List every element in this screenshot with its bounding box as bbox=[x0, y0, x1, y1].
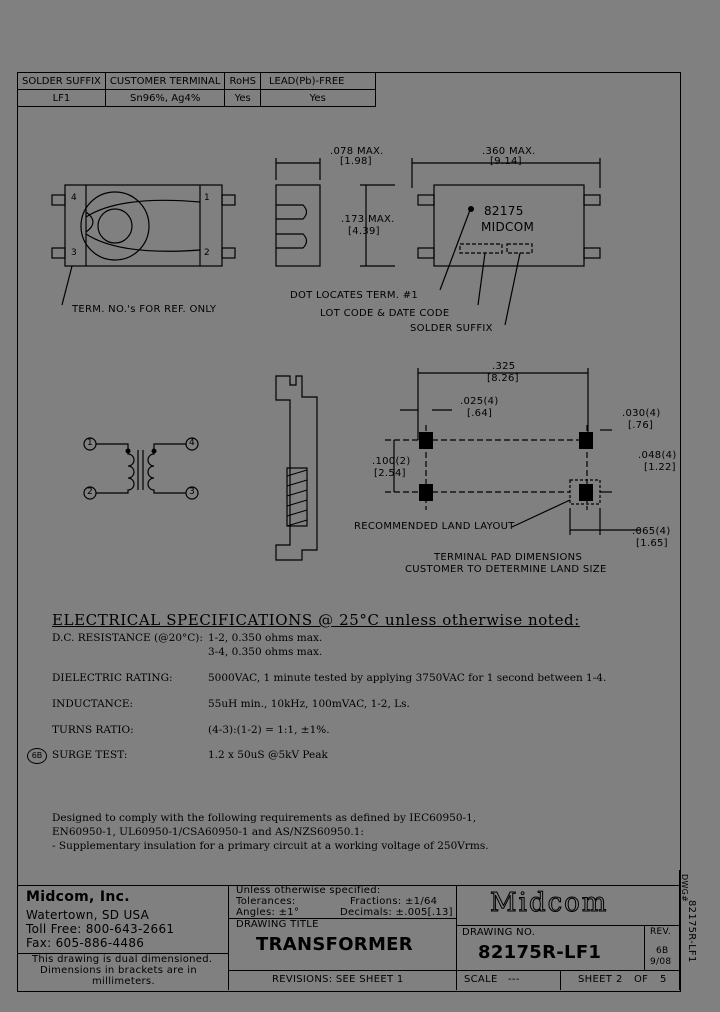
drawing-title-label: DRAWING TITLE bbox=[236, 919, 319, 930]
drawing-number: 82175R-LF1 bbox=[478, 942, 602, 963]
schematic-pin: 1 bbox=[87, 438, 94, 448]
table-header: SOLDER SUFFIX bbox=[18, 73, 106, 90]
table-header: RoHS bbox=[225, 73, 260, 90]
land-pad bbox=[419, 484, 433, 501]
callout-pad-dim-note: CUSTOMER TO DETERMINE LAND SIZE bbox=[405, 564, 607, 575]
dwg-side-number: 82175R-LF1 bbox=[686, 900, 697, 963]
sheet-value: 2 bbox=[616, 974, 623, 985]
spec-label: D.C. RESISTANCE (@20°C): bbox=[52, 632, 203, 644]
company-name: Midcom, Inc. bbox=[26, 889, 130, 905]
spec-value: 5000VAC, 1 minute tested by applying 3750VAC for 1 second between 1-4. bbox=[208, 672, 607, 684]
company-city: Watertown, SD USA bbox=[26, 908, 150, 922]
dimension-label: .100(2) bbox=[372, 456, 411, 467]
dimension-label: .030(4) bbox=[622, 408, 661, 419]
schematic-pin: 4 bbox=[189, 438, 196, 448]
land-pad bbox=[579, 484, 593, 501]
spec-value: 1.2 x 50uS @5kV Peak bbox=[208, 749, 328, 761]
callout-dot: DOT LOCATES TERM. #1 bbox=[290, 290, 419, 301]
drawing-no-label: DRAWING NO. bbox=[462, 927, 536, 938]
dimension-label: .173 MAX. bbox=[341, 214, 395, 225]
dimension-label: .065(4) bbox=[632, 526, 671, 537]
title-block-divider bbox=[456, 885, 457, 990]
dimension-label: .025(4) bbox=[460, 396, 499, 407]
part-number-marking: 82175 bbox=[484, 204, 524, 218]
dual-dimension-note: Dimensions in brackets are in bbox=[40, 965, 197, 976]
dimension-label: [8.26] bbox=[487, 373, 519, 384]
pin-label: 1 bbox=[204, 193, 211, 203]
title-block-divider bbox=[644, 925, 645, 970]
sheets-value: 5 bbox=[660, 974, 667, 985]
dimension-label: [.64] bbox=[467, 408, 493, 419]
scale-value: --- bbox=[508, 974, 520, 985]
tolerance-decimals: Decimals: ±.005[.13] bbox=[340, 907, 453, 918]
scale-label: SCALE bbox=[464, 974, 498, 985]
title-block-divider bbox=[228, 970, 679, 971]
table-header: LEAD(Pb)-FREE bbox=[260, 73, 375, 90]
spec-value: 55uH min., 10kHz, 100mVAC, 1-2, Ls. bbox=[208, 698, 410, 710]
callout-solder: SOLDER SUFFIX bbox=[410, 323, 493, 334]
dimension-label: [.76] bbox=[628, 420, 654, 431]
compliance-line: Designed to comply with the following requirements as defined by IEC60950-1, bbox=[52, 812, 477, 824]
pin-label: 4 bbox=[71, 193, 78, 203]
dimension-label: [2.54] bbox=[374, 468, 406, 479]
of-label: OF bbox=[634, 974, 649, 985]
tolerance-label: Tolerances: bbox=[236, 896, 296, 907]
dwg-side-label: DWG# bbox=[680, 874, 689, 903]
pin1-dot bbox=[468, 206, 474, 212]
land-pad bbox=[579, 432, 593, 449]
spec-label: INDUCTANCE: bbox=[52, 698, 134, 710]
land-layout bbox=[385, 368, 640, 535]
profile-view bbox=[276, 376, 317, 560]
company-tollfree: Toll Free: 800-643-2661 bbox=[26, 922, 175, 936]
callout-lot: LOT CODE & DATE CODE bbox=[320, 308, 450, 319]
callout-pad-dim: TERMINAL PAD DIMENSIONS bbox=[434, 552, 583, 563]
dimension-label: [1.98] bbox=[340, 156, 372, 167]
title-block-divider bbox=[456, 925, 679, 926]
table-header: CUSTOMER TERMINAL bbox=[105, 73, 225, 90]
callout-land: RECOMMENDED LAND LAYOUT bbox=[354, 521, 515, 532]
spec-label: TURNS RATIO: bbox=[52, 724, 134, 736]
title-block-divider bbox=[228, 885, 229, 990]
revision-marker: 6B bbox=[27, 748, 47, 764]
table-cell: Yes bbox=[225, 90, 260, 107]
dual-dimension-note: This drawing is dual dimensioned. bbox=[32, 954, 213, 965]
company-fax: Fax: 605-886-4486 bbox=[26, 936, 145, 950]
sheet-label: SHEET bbox=[578, 974, 613, 985]
spec-label: SURGE TEST: bbox=[52, 749, 128, 761]
table-cell: Sn96%, Ag4% bbox=[105, 90, 225, 107]
dimension-label: .078 MAX. bbox=[330, 146, 384, 157]
dual-dimension-note: millimeters. bbox=[92, 976, 155, 987]
schematic bbox=[84, 438, 198, 499]
pin-label: 2 bbox=[204, 248, 211, 258]
rev-value: 6B bbox=[656, 946, 669, 956]
callout-term-ref: TERM. NO.'s FOR REF. ONLY bbox=[72, 304, 217, 315]
schematic-pin: 3 bbox=[189, 487, 196, 497]
bottom-view bbox=[52, 185, 235, 305]
rev-label: REV. bbox=[650, 927, 671, 937]
title-block-divider bbox=[560, 970, 561, 990]
tolerance-fractions: Fractions: ±1/64 bbox=[350, 896, 438, 907]
dimension-label: .360 MAX. bbox=[482, 146, 536, 157]
revisions-note: REVISIONS: SEE SHEET 1 bbox=[272, 974, 404, 985]
spec-value: 3-4, 0.350 ohms max. bbox=[208, 646, 323, 658]
compliance-line: - Supplementary insulation for a primary circuit at a working voltage of 250Vrms. bbox=[52, 840, 489, 852]
spec-label: DIELECTRIC RATING: bbox=[52, 672, 173, 684]
spec-value: 1-2, 0.350 ohms max. bbox=[208, 632, 323, 644]
company-logo: Midcom bbox=[490, 888, 609, 918]
rev-date: 9/08 bbox=[650, 957, 672, 967]
tolerance-angles: Angles: ±1° bbox=[236, 907, 300, 918]
compliance-line: EN60950-1, UL60950-1/CSA60950-1 and AS/NZS60950.1: bbox=[52, 826, 364, 838]
pin-label: 3 bbox=[71, 248, 78, 258]
dimension-label: .325 bbox=[492, 361, 516, 372]
dimension-label: .048(4) bbox=[638, 450, 677, 461]
tolerance-heading: Unless otherwise specified: bbox=[236, 885, 381, 896]
spec-value: (4-3):(1-2) = 1:1, ±1%. bbox=[208, 724, 330, 736]
side-view bbox=[276, 158, 320, 266]
table-cell: LF1 bbox=[18, 90, 106, 107]
brand-marking: MIDCOM bbox=[481, 220, 535, 234]
specs-heading: ELECTRICAL SPECIFICATIONS @ 25°C unless otherwise noted: bbox=[52, 611, 580, 629]
dimension-label: [9.14] bbox=[490, 156, 522, 167]
dimension-label: [4.39] bbox=[348, 226, 380, 237]
dimension-label: [1.22] bbox=[644, 462, 676, 473]
drawing-title: TRANSFORMER bbox=[256, 934, 413, 955]
table-cell: Yes bbox=[260, 90, 375, 107]
schematic-pin: 2 bbox=[87, 487, 94, 497]
land-pad bbox=[419, 432, 433, 449]
dimension-label: [1.65] bbox=[636, 538, 668, 549]
